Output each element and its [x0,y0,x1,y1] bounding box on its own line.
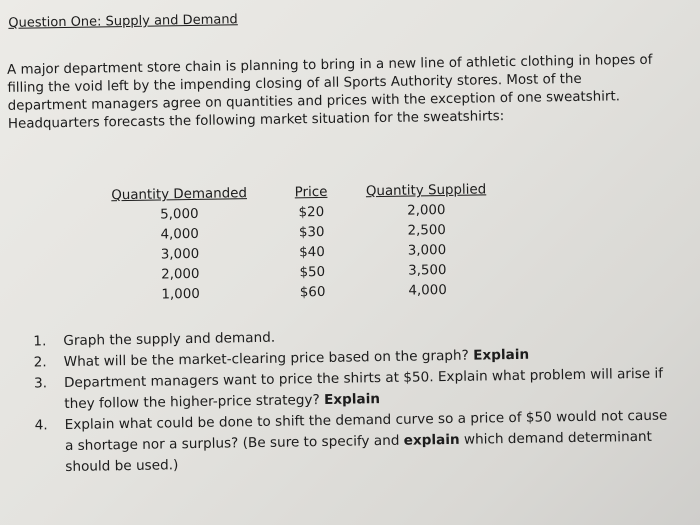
question-number: 2. [33,354,47,371]
table-cell: 3,000 [407,243,447,259]
table-cell: 3,000 [160,246,200,263]
table-cell: 4,000 [408,283,447,299]
price-header: Price [294,184,328,201]
intro-line: A major department store chain is planning to bring in a new line of athletic clothing in hopes of [6,52,653,78]
question-text: Graph the supply and demand. [63,329,276,350]
table-cell: 2,500 [407,223,446,239]
price-column [289,183,335,304]
table-cell: 5,000 [160,206,199,223]
intro-line: filling the void left by the impending closing of all Sports Authority stores. Most of the [7,71,582,96]
question-text: should be used.) [65,457,179,476]
quantity-supplied-header: Quantity Supplied [365,182,487,200]
question-list [33,321,695,478]
quantity-supplied-column [361,180,493,302]
table-cell: $30 [298,224,325,241]
table-cell: $50 [299,264,326,281]
question-text: which demand determinant [459,428,653,448]
quantity-demanded-header: Quantity Demanded [111,186,248,204]
intro-line: Headquarters forecasts the following market situation for the sweatshirts: [7,109,505,132]
question-number: 1. [33,333,47,350]
table-cell: 4,000 [160,226,199,243]
emphasis-text: explain [403,431,460,449]
question-text: a shortage nor a surplus? (Be sure to specify and [64,432,404,455]
table-cell: 2,000 [161,266,200,283]
table-cell: 2,000 [407,203,446,219]
table-cell: 1,000 [161,286,200,303]
emphasis-text: Explain [473,346,530,364]
question-item [35,405,696,478]
intro-paragraph [7,51,688,134]
table-cell: 3,500 [408,263,447,279]
question-number: 4. [34,417,48,434]
question-heading: Question One: Supply and Demand [8,12,238,31]
emphasis-text: Explain [323,391,381,408]
table-cell: $40 [299,244,325,261]
question-number: 3. [33,375,48,392]
quantity-demanded-column [107,184,253,306]
question-text: they follow the higher-price strategy? [64,391,325,413]
question-text: Department managers want to price the shirts at $50. Explain what problem will arise if [63,365,664,392]
question-text: What will be the market-clearing price based on the graph? [63,347,474,371]
table-cell: $20 [298,204,325,221]
table-cell: $60 [299,284,326,301]
intro-line: department managers agree on quantities and prices with the exception of one sweatshirt. [7,89,621,114]
question-text: Explain what could be done to shift the demand curve so a price of $50 would not cause [64,407,668,434]
